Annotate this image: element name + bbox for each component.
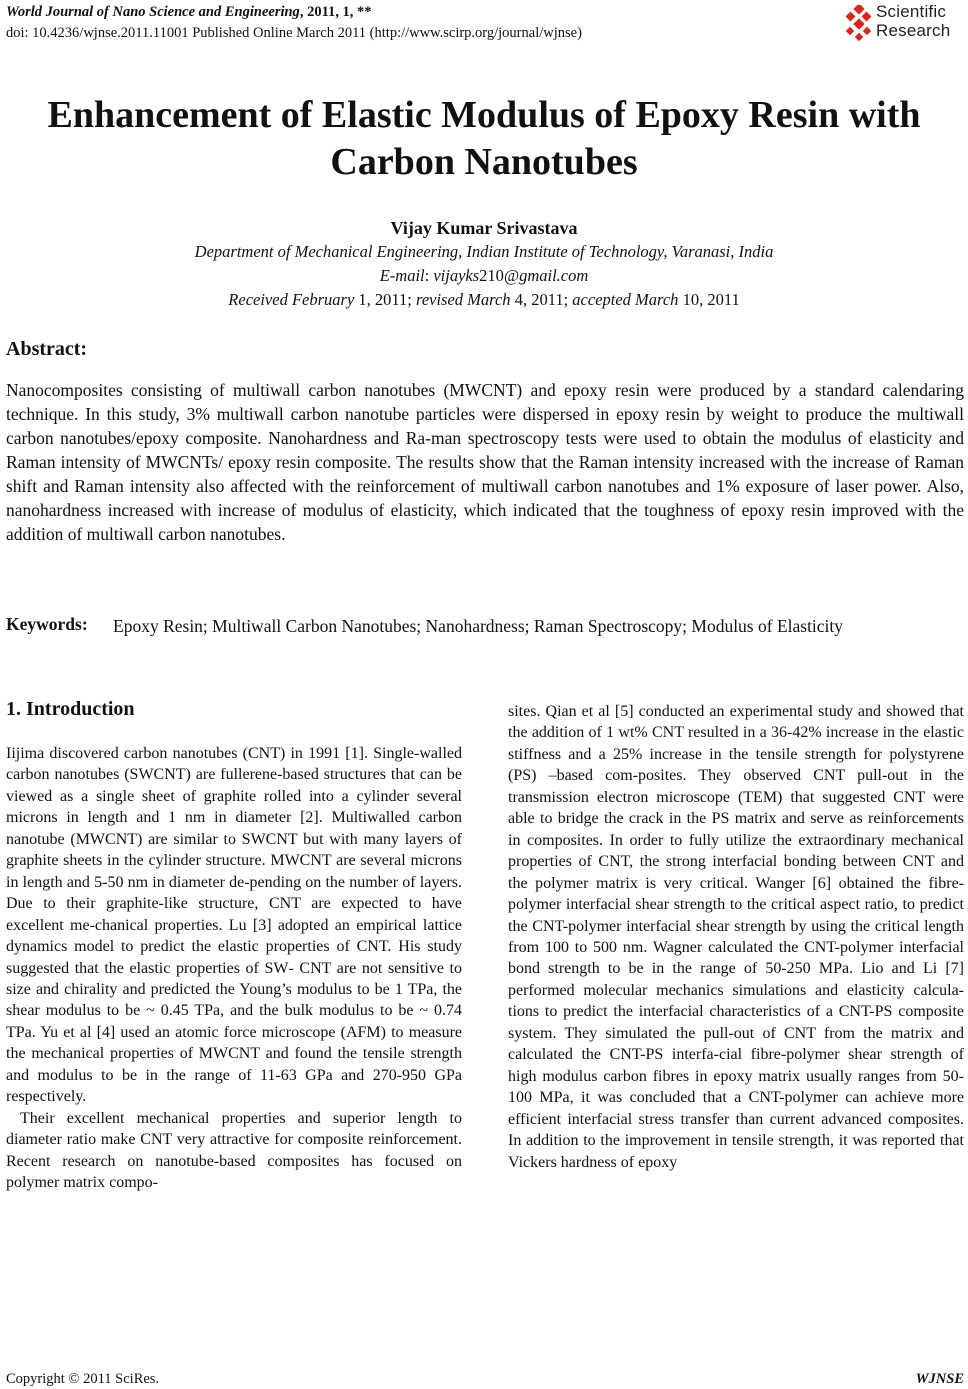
email-domain: @gmail.com bbox=[503, 266, 589, 285]
accepted-date: 10, 2011 bbox=[678, 290, 740, 309]
email-number: 210 bbox=[479, 266, 504, 285]
revised-date: 4, 2011; bbox=[510, 290, 573, 309]
accepted-label: accepted March bbox=[572, 290, 679, 309]
copyright-footer: Copyright © 2011 SciRes. bbox=[6, 1371, 160, 1387]
keywords-label: Keywords: bbox=[6, 614, 88, 634]
abstract-text: Nanocomposites consisting of multiwall carbon nanotubes (MWCNT) and epoxy resin were produced by a standard calendaring technique. In this study, 3% multiwall carbon nanotube particles were dispersed in epoxy resin by weight to produce the multiwall carbon nanotubes/epoxy composite. Nanohardness and Ra-man spectroscopy tests were used to obtain the modulus of elasticity and Raman intensity of MWCNTs/ epoxy resin composite. The results show that the Raman intensity increased with the increase of Raman shift and Raman intensity also affected with the reinforcement of multiwall carbon nanotubes and 1% exposure of laser power. Also, nanohardness increased with increase of modulus of elasticity, which indicated that the toughness of epoxy resin improved with the addition of multiwall carbon nanotubes. bbox=[6, 380, 964, 544]
email-label: E-mail bbox=[379, 266, 425, 285]
left-column bbox=[6, 743, 462, 1194]
scirp-logo-icon bbox=[844, 5, 874, 41]
affiliation: Department of Mechanical Engineering, Indian Institute of Technology, Varanasi, India bbox=[194, 242, 774, 261]
journal-abbreviation: WJNSE bbox=[915, 1371, 964, 1387]
intro-paragraph-1: Iijima discovered carbon nanotubes (CNT) in 1991 [1]. Single-walled carbon nanotubes (SWCNT) are fullerene-based structures that can be viewed as a single sheet of graphite rolled into a cylinder several microns in length and 1 nm in diameter [2]. Multiwalled carbon nanotube (MWCNT) are similar to SWCNT but with many layers of graphite sheets in the cylinder structure. MWCNT are several microns in length and 5-50 nm in diameter de-pending on the number of layers. Due to their graphite-like structure, CNT are expected to have excellent me-chanical properties. Lu [3] adopted an empirical lattice dynamics model to predict the elastic properties of CNT. His study suggested that the elastic properties of SW‑ CNT are not sensitive to size and chirality and predicted the Young’s modulus to be 1 TPa, the shear modulus to be ~ 0.45 TPa, and the bulk modulus to be ~ 0.74 TPa. Yu et al [4] used an atomic force microscope (AFM) to measure the mechanical properties of MWCNT and found the tensile strength and modulus to be in the range of 11-63 GPa and 270-950 GPa respectively. bbox=[6, 745, 462, 1106]
email-line bbox=[0, 266, 968, 286]
publisher-logo bbox=[844, 2, 964, 44]
email-separator: : bbox=[424, 266, 434, 285]
author-name: Vijay Kumar Srivastava bbox=[390, 218, 578, 238]
logo-word-research: Research bbox=[876, 21, 951, 40]
abstract-heading: Abstract: bbox=[6, 338, 88, 360]
journal-name: World Journal of Nano Science and Engineering bbox=[6, 4, 300, 20]
doi-line: doi: 10.4236/wjnse.2011.11001 Published Online March 2011 (http://www.scirp.org/journal/wjnse) bbox=[6, 25, 582, 41]
right-column bbox=[508, 701, 964, 1173]
intro-paragraph-2: Their excellent mechanical properties and superior length to diameter ratio make CNT very attractive for composite reinforcement. Recent research on nanotube-based composites has focused on polymer matrix compo- bbox=[6, 1109, 462, 1192]
revised-label: revised March bbox=[416, 290, 511, 309]
journal-volume: , 2011, 1, ** bbox=[299, 4, 372, 20]
received-date: 1, 2011; bbox=[354, 290, 417, 309]
running-header bbox=[6, 2, 726, 44]
paper-title: Enhancement of Elastic Modulus of Epoxy Resin with Carbon Nanotubes bbox=[47, 94, 921, 183]
received-label: Received February bbox=[228, 290, 355, 309]
dates-line bbox=[0, 290, 968, 310]
section-heading-introduction: 1. Introduction bbox=[6, 698, 135, 720]
intro-paragraph-3: sites. Qian et al [5] conducted an experimental study and showed that the addition of 1 wt% CNT resulted in a 36-42% increase in the elastic stiffness and a 25% increase in the tensile strength for polystyrene (PS) –based com-posites. They observed CNT pull-out in the transmission electron microscope (TEM) that suggested CNT were able to bridge the crack in the PS matrix and serve as reinforcements in composites. In order to fully utilize the extraordinary mechanical properties of CNT, the strong interfacial bonding between CNT and the polymer matrix is very critical. Wanger [6] obtained the fibre-polymer interfacial shear strength to the critical aspect ratio, to predict the CNT-polymer interfacial shear strength by using the critical length from 100 to 500 nm. Wagner calculated the CNT-polymer interfacial bond strength to be in the range of 50-250 MPa. Lio and Li [7] performed molecular mechanics simulations and elasticity calcula-tions to predict the interfacial characteristics of a CNT-PS composite system. They simulated the pull-out of CNT from the matrix and calculated the CNT-PS interfa-cial fibre-polymer shear strength of high modulus carbon fibres in epoxy matrix usually ranges from 50-100 MPa, it was concluded that a CNT-polymer can achieve more efficient interfacial stress transfer than current advanced composites. In addition to the improvement in tensile strength, it was reported that Vickers hardness of epoxy bbox=[508, 703, 964, 1171]
journal-line bbox=[6, 2, 726, 23]
email-name: vijayks bbox=[433, 266, 480, 285]
logo-word-scientific: Scientific bbox=[876, 2, 947, 21]
keywords-text: Epoxy Resin; Multiwall Carbon Nanotubes; Nanohardness; Raman Spectroscopy; Modulus of Elasticity bbox=[113, 616, 844, 636]
